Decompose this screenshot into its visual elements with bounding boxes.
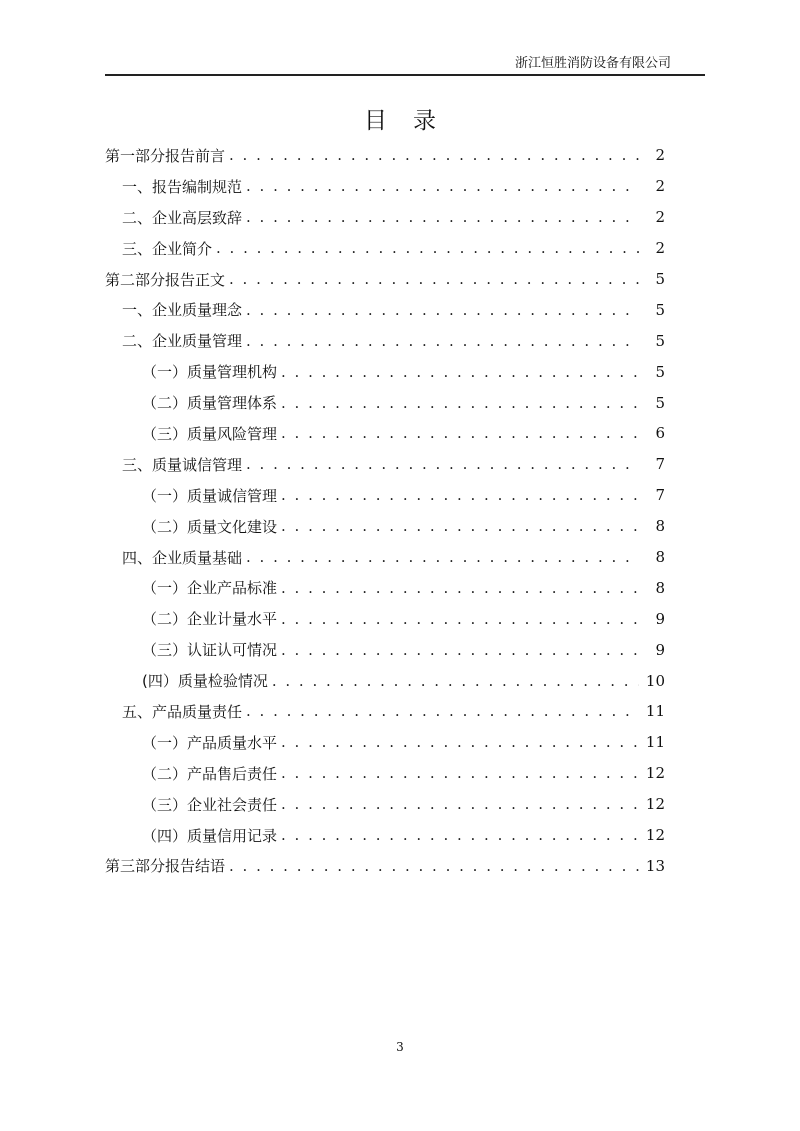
toc-entry[interactable] [105, 665, 665, 696]
toc-entry-label: （一）质量诚信管理 [142, 486, 278, 505]
toc-dot-leader [281, 363, 639, 381]
toc-entry-label: 第二部分报告正文 [105, 270, 226, 289]
toc-dot-leader [246, 548, 639, 566]
toc-entry-page: 9 [655, 640, 665, 659]
toc-entry[interactable] [105, 634, 665, 665]
toc-entry[interactable] [105, 696, 665, 727]
toc-entry-label: 一、报告编制规范 [122, 177, 243, 196]
toc-entry-label: （二）质量管理体系 [142, 394, 278, 413]
toc-entry[interactable] [105, 325, 665, 356]
toc-entry-page: 2 [655, 146, 665, 165]
toc-entry[interactable] [105, 356, 665, 387]
toc-dot-leader [216, 239, 639, 257]
toc-entry[interactable] [105, 572, 665, 603]
toc-dot-leader [229, 146, 639, 164]
toc-entry-label: （二）企业计量水平 [142, 610, 278, 629]
toc-entry-label: 第一部分报告前言 [105, 146, 226, 165]
toc-entry[interactable] [105, 387, 665, 418]
toc-dot-leader [229, 270, 639, 288]
toc-dot-leader [246, 208, 639, 226]
toc-entry-label: 第三部分报告结语 [105, 857, 226, 876]
toc-entry-page: 2 [655, 208, 665, 227]
toc-entry[interactable] [105, 511, 665, 542]
toc-dot-leader [281, 424, 639, 442]
toc-entry-page: 12 [645, 826, 665, 845]
toc-entry[interactable] [105, 727, 665, 758]
toc-entry-label: （二）质量文化建设 [142, 517, 278, 536]
toc-dot-leader [246, 455, 639, 473]
toc-entry-page: 9 [655, 609, 665, 628]
toc-dot-leader [281, 826, 639, 844]
toc-entry[interactable] [105, 820, 665, 851]
toc-entry-label: (四）质量检验情况 [142, 672, 268, 691]
toc-dot-leader [246, 177, 639, 195]
toc-entry-page: 12 [645, 795, 665, 814]
toc-entry-page: 8 [655, 548, 665, 567]
toc-entry-page: 8 [655, 578, 665, 597]
toc-entry-page: 6 [655, 424, 665, 443]
toc-entry-page: 2 [655, 239, 665, 258]
toc-entry-label: 三、企业简介 [122, 239, 213, 258]
toc-entry[interactable] [105, 202, 665, 233]
toc-dot-leader [246, 332, 639, 350]
toc-entry-page: 5 [655, 362, 665, 381]
toc-entry-page: 5 [655, 300, 665, 319]
toc-entry-page: 11 [645, 733, 665, 752]
toc-entry-page: 13 [645, 856, 665, 875]
toc-dot-leader [246, 301, 639, 319]
toc-entry-label: （二）产品售后责任 [142, 764, 278, 783]
toc-entry-page: 5 [655, 270, 665, 288]
toc-entry-label: 二、企业高层致辞 [122, 208, 243, 227]
toc-entry-label: 一、企业质量理念 [122, 301, 243, 320]
toc-dot-leader [281, 641, 639, 659]
toc-entry[interactable] [105, 233, 665, 264]
toc-entry-label: （四）质量信用记录 [142, 826, 278, 845]
toc-entry-page: 7 [655, 486, 665, 505]
toc-entry-label: （三）质量风险管理 [142, 424, 278, 443]
toc-entry-label: （一）质量管理机构 [142, 363, 278, 382]
toc-entry[interactable] [105, 480, 665, 511]
toc-entry[interactable] [105, 449, 665, 480]
toc-dot-leader [246, 702, 639, 720]
toc-dot-leader [281, 486, 639, 504]
toc-entry-label: （三）企业社会责任 [142, 795, 278, 814]
toc-dot-leader [272, 672, 639, 690]
toc-entry-page: 12 [645, 764, 665, 783]
table-of-contents [105, 140, 665, 881]
toc-dot-leader [281, 579, 639, 597]
toc-entry[interactable] [105, 789, 665, 820]
toc-entry-page: 7 [655, 455, 665, 474]
toc-entry-label: （一）产品质量水平 [142, 733, 278, 752]
toc-entry-page: 10 [645, 671, 665, 690]
toc-entry-label: 二、企业质量管理 [122, 332, 243, 351]
toc-dot-leader [229, 857, 639, 875]
toc-dot-leader [281, 764, 639, 782]
toc-dot-leader [281, 733, 639, 751]
toc-entry[interactable] [105, 294, 665, 325]
page-header [105, 57, 705, 76]
toc-entry[interactable] [105, 418, 665, 449]
toc-entry[interactable] [105, 171, 665, 202]
toc-entry[interactable] [105, 850, 665, 881]
toc-entry-page: 11 [645, 702, 665, 721]
toc-entry-label: 三、质量诚信管理 [122, 455, 243, 474]
toc-dot-leader [281, 394, 639, 412]
toc-entry-label: （一）企业产品标准 [142, 579, 278, 598]
toc-entry-label: 四、企业质量基础 [122, 548, 243, 567]
toc-entry-page: 5 [655, 393, 665, 412]
toc-dot-leader [281, 610, 639, 628]
page-number: 3 [396, 1040, 404, 1054]
toc-entry-page: 2 [655, 177, 665, 196]
toc-entry[interactable] [105, 264, 665, 295]
toc-entry[interactable] [105, 758, 665, 789]
toc-entry[interactable] [105, 603, 665, 634]
toc-entry-label: 五、产品质量责任 [122, 702, 243, 721]
toc-entry-page: 5 [655, 331, 665, 350]
toc-dot-leader [281, 517, 639, 535]
toc-entry-page: 8 [655, 517, 665, 536]
toc-entry-label: （三）认证认可情况 [142, 641, 278, 660]
toc-dot-leader [281, 795, 639, 813]
toc-entry[interactable] [105, 542, 665, 573]
toc-title: 目录 [364, 108, 462, 134]
toc-entry[interactable] [105, 140, 665, 171]
company-name: 浙江恒胜消防设备有限公司 [514, 56, 671, 71]
